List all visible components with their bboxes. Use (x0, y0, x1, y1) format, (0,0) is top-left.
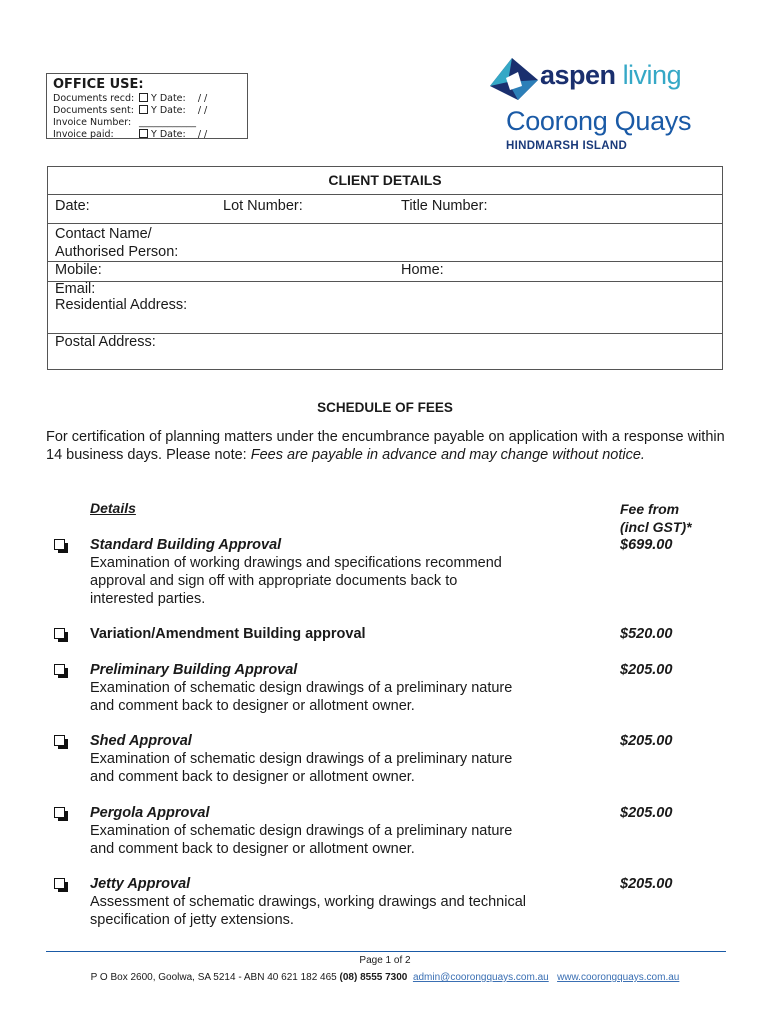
email-row (48, 281, 722, 297)
footer-email-link[interactable]: admin@coorongquays.com.au (412, 972, 549, 983)
office-row-invoice-paid: Invoice paid: Y Date: / / (53, 129, 208, 140)
development-name: Coorong Quays (506, 106, 692, 136)
contact-row (48, 223, 722, 262)
fee-price: $520.00 (620, 626, 673, 642)
contact-label[interactable]: Contact Name/ Authorised Person: (55, 226, 179, 260)
fee-item-description: Examination of schematic design drawings of a preliminary nature and comment back to designer or allotment owner. (90, 680, 513, 714)
mobile-label[interactable]: Mobile: (55, 262, 102, 278)
office-row-docs-recd: Documents recd: Y Date: / / (53, 93, 208, 104)
office-row-invoice-number: Invoice Number: ____________ (53, 117, 196, 128)
checkbox-icon[interactable] (139, 129, 148, 138)
postal-row (48, 333, 722, 369)
residential-row (48, 297, 722, 334)
postal-address-label[interactable]: Postal Address: (55, 334, 156, 350)
client-details-header-row (48, 167, 722, 195)
mobile-row (48, 261, 722, 282)
fee-item-description: Examination of schematic design drawings of a preliminary nature and comment back to designer or allotment owner. (90, 751, 513, 785)
fee-price: $205.00 (620, 876, 673, 892)
fee-price: $205.00 (620, 733, 673, 749)
fee-heading: Fee from (incl GST)* (620, 501, 692, 535)
client-details-table (47, 166, 723, 370)
date-row (48, 194, 722, 224)
schedule-title: SCHEDULE OF FEES (317, 400, 453, 415)
location-name: HINDMARSH ISLAND (506, 140, 628, 152)
fee-item-description: Examination of working drawings and specifications recommend approval and sign off with appropriate documents back to interested parties. (90, 555, 502, 607)
residential-address-label[interactable]: Residential Address: (55, 297, 188, 313)
fee-item-description: Examination of schematic design drawings of a preliminary nature and comment back to designer or allotment owner. (90, 823, 513, 857)
footer-divider (46, 951, 726, 952)
checkbox-icon[interactable] (54, 878, 65, 889)
checkbox-icon[interactable] (54, 735, 65, 746)
lot-number-label[interactable]: Lot Number: (223, 198, 303, 214)
office-use-box (46, 73, 248, 139)
footer-phone: (08) 8555 7300 (339, 972, 408, 983)
schedule-intro: For certification of planning matters under the encumbrance payable on application with a response within 14 business days. Please note: Fees are payable in advance and may change without notice. (46, 429, 725, 463)
office-row-docs-sent: Documents sent: Y Date: / / (53, 105, 208, 116)
aspen-logo-mark-icon (488, 56, 540, 102)
client-details-title: CLIENT DETAILS (328, 172, 442, 188)
fee-price: $699.00 (620, 537, 673, 553)
home-label[interactable]: Home: (401, 262, 444, 278)
date-label[interactable]: Date: (55, 198, 90, 214)
footer-contact (0, 972, 770, 983)
checkbox-icon[interactable] (54, 539, 65, 550)
brand-wordmark: aspen living (540, 60, 682, 90)
office-use-title: OFFICE USE: (53, 77, 144, 92)
page-number: Page 1 of 2 (359, 955, 411, 966)
checkbox-icon[interactable] (54, 628, 65, 639)
email-label[interactable]: Email: (55, 281, 96, 297)
checkbox-icon[interactable] (54, 807, 65, 818)
footer-website-link[interactable]: www.coorongquays.com.au (557, 972, 680, 983)
details-heading: Details (90, 500, 136, 516)
checkbox-icon[interactable] (139, 93, 148, 102)
fee-price: $205.00 (620, 805, 673, 821)
fee-price: $205.00 (620, 662, 673, 678)
footer-address: P O Box 2600, Goolwa, SA 5214 - ABN 40 621 182 465 (90, 972, 340, 983)
checkbox-icon[interactable] (54, 664, 65, 675)
checkbox-icon[interactable] (139, 105, 148, 114)
aspen-living-logo (488, 54, 718, 159)
fee-item-description: Assessment of schematic drawings, working drawings and technical specification of jetty extensions. (90, 894, 527, 928)
title-number-label[interactable]: Title Number: (401, 198, 488, 214)
